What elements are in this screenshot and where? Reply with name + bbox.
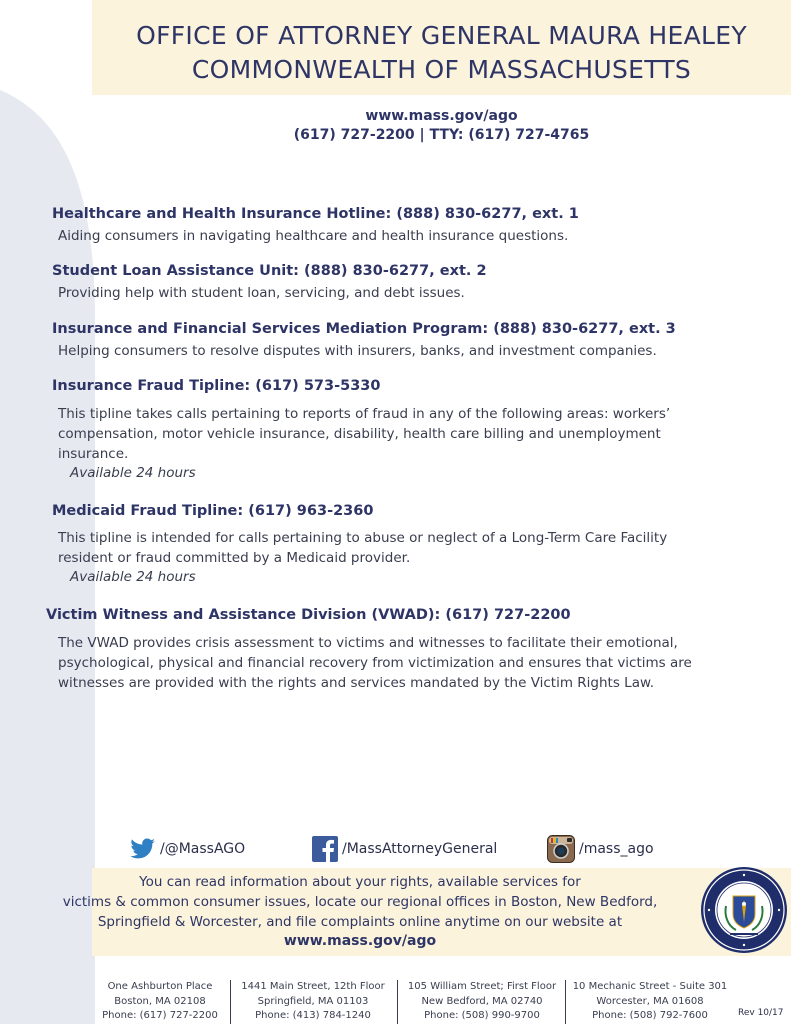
section-desc-insurance-mediation: Helping consumers to resolve disputes with insurers, banks, and investment companies. [58,343,657,359]
twitter-icon [130,838,156,860]
office-city: New Bedford, MA 02740 [421,995,543,1007]
social-facebook[interactable] [312,836,497,862]
office-boston [80,980,240,1024]
section-heading-insurance-mediation: Insurance and Financial Services Mediation Program: (888) 830-6277, ext. 3 [52,321,676,337]
office-city: Springfield, MA 01103 [257,995,369,1007]
availability-medicaid-fraud: Available 24 hours [70,569,196,585]
section-desc-medicaid-fraud-2: resident or fraud committed by a Medicaid provider. [58,550,411,566]
section-heading-student-loan: Student Loan Assistance Unit: (888) 830-6277, ext. 2 [52,263,487,279]
section-desc-insurance-fraud-2: compensation, motor vehicle insurance, disability, health care billing and unemployment [58,426,661,442]
office-new-bedford [402,980,562,1024]
section-heading-healthcare: Healthcare and Health Insurance Hotline: (888) 830-6277, ext. 1 [52,206,579,222]
twitter-handle: /@MassAGO [160,841,246,857]
header-phones: (617) 727-2200 | TTY: (617) 727-4765 [293,127,590,143]
office-phone: Phone: (508) 792-7600 [592,1010,708,1021]
office-street: 1441 Main Street, 12th Floor [241,981,385,992]
section-heading-vwad: Victim Witness and Assistance Division (VWAD): (617) 727-2200 [46,607,571,623]
office-divider [230,980,231,1024]
footer-website-link[interactable]: www.mass.gov/ago [283,933,437,949]
section-heading-insurance-fraud: Insurance Fraud Tipline: (617) 573-5330 [52,378,381,394]
header-website[interactable]: www.mass.gov/ago [365,108,518,124]
footer-text-line2: victims & common consumer issues, locate our regional offices in Boston, New Bedford, [62,894,658,910]
section-desc-insurance-fraud-1: This tipline takes calls pertaining to reports of fraud in any of the following areas: workers’ [58,406,671,422]
office-phone: Phone: (413) 784-1240 [255,1010,371,1021]
office-springfield [233,980,393,1024]
section-desc-vwad-1: The VWAD provides crisis assessment to victims and witnesses to facilitate their emotional, [58,635,678,651]
instagram-handle: /mass_ago [579,841,654,857]
revision-label: Rev 10/17 [738,1008,784,1018]
section-heading-medicaid-fraud: Medicaid Fraud Tipline: (617) 963-2360 [52,503,374,519]
section-desc-vwad-2: psychological, physical and financial recovery from victimization and ensures that victims are [58,655,692,671]
office-worcester [570,980,730,1024]
availability-insurance-fraud: Available 24 hours [70,465,196,481]
office-street: 105 William Street; First Floor [407,981,557,992]
section-desc-insurance-fraud-3: insurance. [58,446,129,462]
footer-text-line3: Springfield & Worcester, and file complaints online anytime on our website at [97,914,623,930]
office-city: Boston, MA 02108 [114,995,206,1007]
facebook-icon [312,836,338,862]
office-divider [565,980,566,1024]
social-instagram[interactable] [547,836,654,862]
page-title-line1: OFFICE OF ATTORNEY GENERAL MAURA HEALEY [136,21,747,50]
office-street: One Ashburton Place [107,981,213,992]
section-desc-healthcare: Aiding consumers in navigating healthcare and health insurance questions. [58,228,569,244]
section-desc-medicaid-fraud-1: This tipline is intended for calls pertaining to abuse or neglect of a Long-Term Care Facility [58,530,668,546]
section-desc-vwad-3: witnesses are provided with the rights and services mandated by the Victim Rights Law. [58,675,655,691]
attorney-general-seal-icon [700,866,788,954]
page-title-line2: COMMONWEALTH OF MASSACHUSETTS [191,55,692,84]
section-desc-student-loan: Providing help with student loan, servicing, and debt issues. [58,285,465,301]
instagram-icon [547,835,575,863]
office-phone: Phone: (508) 990-9700 [424,1010,540,1021]
office-divider [397,980,398,1024]
office-phone: Phone: (617) 727-2200 [102,1010,218,1021]
office-street: 10 Mechanic Street - Suite 301 [572,981,728,992]
facebook-handle: /MassAttorneyGeneral [342,841,498,857]
office-city: Worcester, MA 01608 [596,995,704,1007]
footer-text-line1: You can read information about your rights, available services for [139,874,581,890]
social-twitter[interactable] [130,836,245,862]
